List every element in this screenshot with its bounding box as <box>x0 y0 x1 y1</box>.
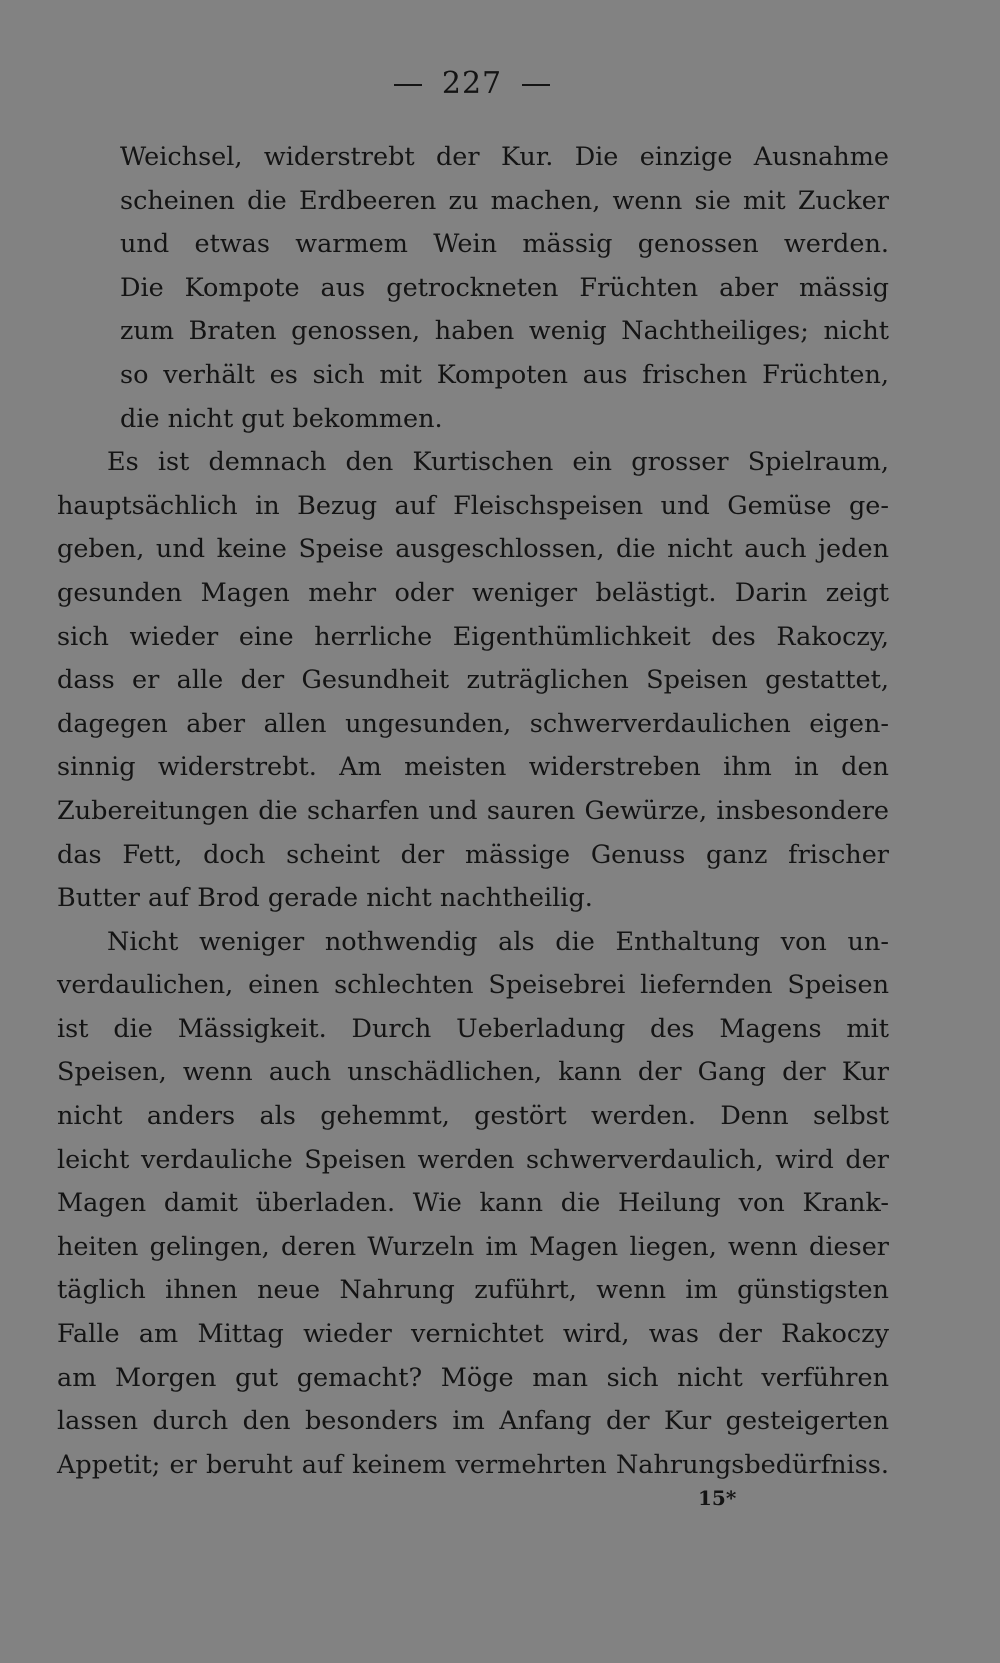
text-line: ist die Mässigkeit. Durch Ueberladung des Magens mit <box>57 1013 889 1044</box>
text-line: zum Braten genossen, haben wenig Nachtheiliges; nicht <box>120 316 889 347</box>
text-line: gesunden Magen mehr oder weniger belästigt. Darin zeigt <box>57 577 889 608</box>
text-line: nicht anders als gehemmt, gestört werden. Denn selbst <box>57 1101 889 1132</box>
text-line: lassen durch den besonders im Anfang der Kur gesteigerten <box>57 1406 889 1437</box>
text-line: Butter auf Brod gerade nicht nachtheilig. <box>57 883 593 914</box>
text-line: geben, und keine Speise ausgeschlossen, die nicht auch jeden <box>57 534 889 565</box>
text-line: am Morgen gut gemacht? Möge man sich nicht verführen <box>57 1362 889 1393</box>
text-line: so verhält es sich mit Kompoten aus frischen Früchten, <box>120 359 889 390</box>
text-line: Nicht weniger nothwendig als die Enthaltung von un- <box>107 926 889 957</box>
text-line: hauptsächlich in Bezug auf Fleischspeisen und Gemüse ge- <box>57 490 889 521</box>
text-line: sich wieder eine herrliche Eigenthümlichkeit des Rakoczy, <box>57 621 889 652</box>
text-line: Weichsel, widerstrebt der Kur. Die einzige Ausnahme <box>120 142 889 172</box>
text-line: Appetit; er beruht auf keinem vermehrten Nahrungsbedürfniss. <box>57 1449 889 1480</box>
text-line: Es ist demnach den Kurtischen ein grosser Spielraum, <box>107 447 889 478</box>
page-number: 227 <box>441 66 503 101</box>
text-line: sinnig widerstrebt. Am meisten widerstreben ihm in den <box>57 752 889 783</box>
text-line: scheinen die Erdbeeren zu machen, wenn sie mit Zucker <box>120 185 889 216</box>
text-line: heiten gelingen, deren Wurzeln im Magen liegen, wenn dieser <box>57 1231 889 1262</box>
text-line: Die Kompote aus getrockneten Früchten aber mässig <box>120 272 889 303</box>
text-line: und etwas warmem Wein mässig genossen werden. <box>120 229 889 260</box>
text-line: dass er alle der Gesundheit zuträglichen Speisen gestattet, <box>57 665 889 696</box>
text-line: verdaulichen, einen schlechten Speisebrei liefernden Speisen <box>57 970 889 1001</box>
text-line: das Fett, doch scheint der mässige Genuss ganz frischer <box>57 839 889 870</box>
text-line: täglich ihnen neue Nahrung zuführt, wenn im günstigsten <box>57 1275 889 1306</box>
header-dash-right <box>522 84 550 86</box>
text-line: Zubereitungen die scharfen und sauren Gewürze, insbesondere <box>57 795 889 826</box>
body-text <box>57 136 889 1487</box>
header-dash-left <box>394 84 422 86</box>
page-header <box>0 66 944 101</box>
text-line: Magen damit überladen. Wie kann die Heilung von Krank- <box>57 1188 889 1219</box>
text-line: dagegen aber allen ungesunden, schwerverdaulichen eigen- <box>57 708 889 739</box>
signature-mark: 15* <box>698 1486 737 1510</box>
text-line: die nicht gut bekommen. <box>120 403 443 434</box>
text-line: Speisen, wenn auch unschädlichen, kann der Gang der Kur <box>57 1057 889 1088</box>
text-line: leicht verdauliche Speisen werden schwerverdaulich, wird der <box>57 1144 889 1175</box>
text-line: Falle am Mittag wieder vernichtet wird, was der Rakoczy <box>57 1319 889 1350</box>
